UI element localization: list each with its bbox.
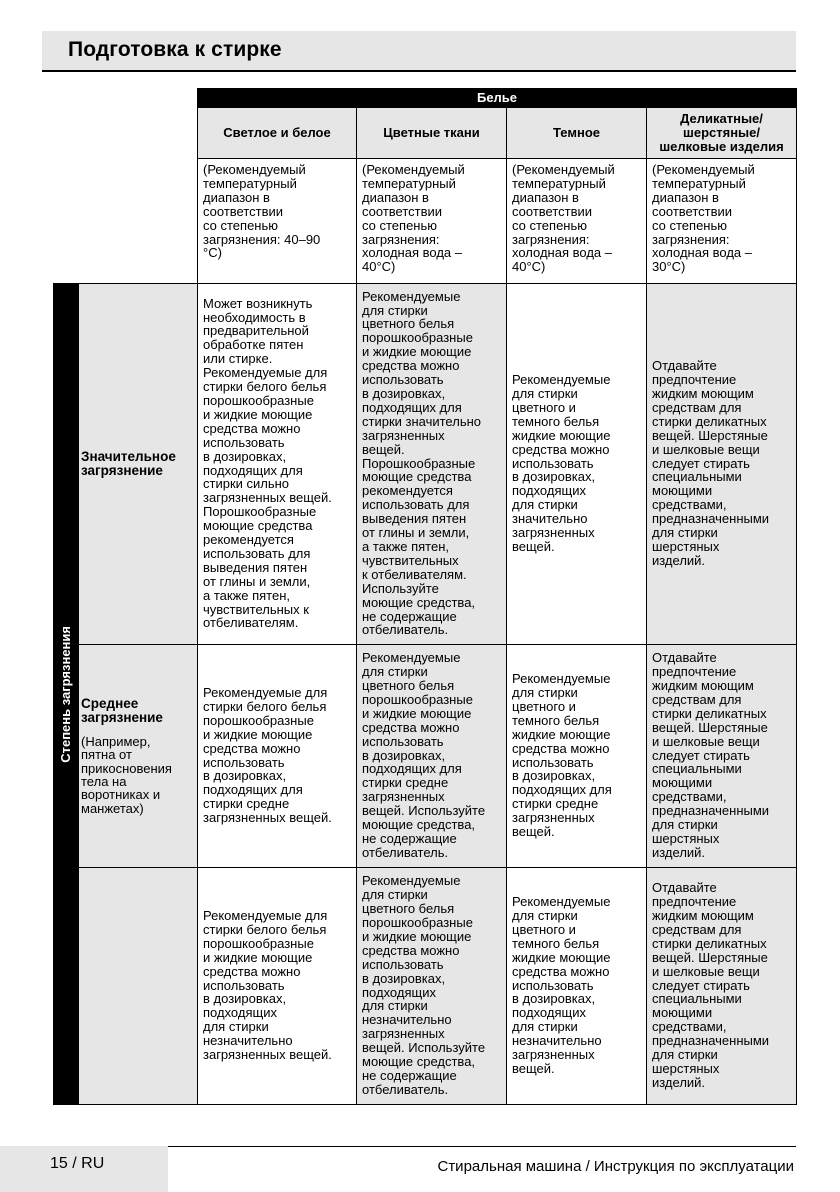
temperature-cell: (Рекомендуемый температурный диапазон в соответствии со степенью загрязнения: холодная вода – 30°C) xyxy=(647,159,797,284)
temperature-cell: (Рекомендуемый температурный диапазон в соответствии со степенью загрязнения: холодная вода – 40°C) xyxy=(507,159,647,284)
level-title: Среднее загрязнение xyxy=(81,695,163,725)
table-cell: Рекомендуемые для стирки цветного белья порошкообразные и жидкие моющие средства можно использовать в дозировках, подходящих для стирки незначительно загрязненных вещей. Используйте моющие средства, не содержащие отбеливатель. xyxy=(357,868,507,1105)
table-row xyxy=(54,284,797,645)
row-group-label: Степень загрязнения xyxy=(58,625,74,763)
table-cell: Отдавайте предпочтение жидким моющим средствам для стирки деликатных вещей. Шерстяные и шелковые вещи следует стирать специальными моющими средствами, предназначенными для стирки шерстяных изделий. xyxy=(647,868,797,1105)
level-note: (Например, пятна от прикосновения тела на воротниках и манжетах) xyxy=(81,733,172,816)
column-header: Цветные ткани xyxy=(357,108,507,159)
footer-manual-title: Стиральная машина / Инструкция по эксплуатации xyxy=(437,1158,794,1175)
table-cell: Отдавайте предпочтение жидким моющим средствам для стирки деликатных вещей. Шерстяные и шелковые вещи следует стирать специальными моющими средствами, предназначенными для стирки шерстяных изделий. xyxy=(647,284,797,645)
table-row xyxy=(54,645,797,868)
table-cell: Рекомендуемые для стирки цветного и темного белья жидкие моющие средства можно использовать в дозировках, подходящих для стирки значительно загрязненных вещей. xyxy=(507,284,647,645)
temperature-cell: (Рекомендуемый температурный диапазон в соответствии со степенью загрязнения: холодная вода – 40°C) xyxy=(357,159,507,284)
table-cell: Рекомендуемые для стирки цветного белья порошкообразные и жидкие моющие средства можно использовать в дозировках, подходящих для стирки значительно загрязненных вещей. Порошкообразные моющие средства рекомендуется использовать для выведения пятен от глины и земли, а также пятен, чувствительных к отбеливателям. Используйте моющие средства, не содержащие отбеливатель. xyxy=(357,284,507,645)
corner-blank xyxy=(54,89,198,284)
table-row xyxy=(54,868,797,1105)
table-cell: Отдавайте предпочтение жидким моющим средствам для стирки деликатных вещей. Шерстяные и шелковые вещи следует стирать специальными моющими средствами, предназначенными для стирки шерстяных изделий. xyxy=(647,645,797,868)
column-header: Темное xyxy=(507,108,647,159)
page-title: Подготовка к стирке xyxy=(68,38,282,61)
level-cell xyxy=(79,645,198,868)
level-title: Значительное загрязнение xyxy=(81,449,176,478)
table-cell: Может возникнуть необходимость в предварительной обработке пятен или стирке. Рекомендуемые для стирки белого белья порошкообразные и жидкие моющие средства можно использовать в дозировках, подходящих для стирки сильно загрязненных вещей. Порошкообразные моющие средства рекомендуется использовать для выведения пятен от глины и земли, а также пятен, чувствительных к отбеливателям. xyxy=(198,284,357,645)
column-header: Светлое и белое xyxy=(198,108,357,159)
laundry-table xyxy=(53,88,797,1105)
row-group-label-cell xyxy=(54,284,79,1105)
table-cell: Рекомендуемые для стирки белого белья порошкообразные и жидкие моющие средства можно использовать в дозировках, подходящих для стирки незначительно загрязненных вещей. xyxy=(198,868,357,1105)
table-cell: Рекомендуемые для стирки белого белья порошкообразные и жидкие моющие средства можно использовать в дозировках, подходящих для стирки средне загрязненных вещей. xyxy=(198,645,357,868)
page-title-bar xyxy=(42,31,796,72)
temperature-cell: (Рекомендуемый температурный диапазон в соответствии со степенью загрязнения: 40–90 °C) xyxy=(198,159,357,284)
level-cell xyxy=(79,868,198,1105)
table-cell: Рекомендуемые для стирки цветного и темного белья жидкие моющие средства можно использовать в дозировках, подходящих для стирки средне загрязненных вещей. xyxy=(507,645,647,868)
group-header: Белье xyxy=(198,89,797,108)
column-header: Деликатные/ шерстяные/ шелковые изделия xyxy=(647,108,797,159)
table-cell: Рекомендуемые для стирки цветного и темного белья жидкие моющие средства можно использовать в дозировках, подходящих для стирки незначительно загрязненных вещей. xyxy=(507,868,647,1105)
footer-divider xyxy=(168,1146,796,1147)
table-cell: Рекомендуемые для стирки цветного белья порошкообразные и жидкие моющие средства можно использовать в дозировках, подходящих для стирки средне загрязненных вещей. Используйте моющие средства, не содержащие отбеливатель. xyxy=(357,645,507,868)
page-number: 15 / RU xyxy=(50,1155,105,1172)
level-cell xyxy=(79,284,198,645)
